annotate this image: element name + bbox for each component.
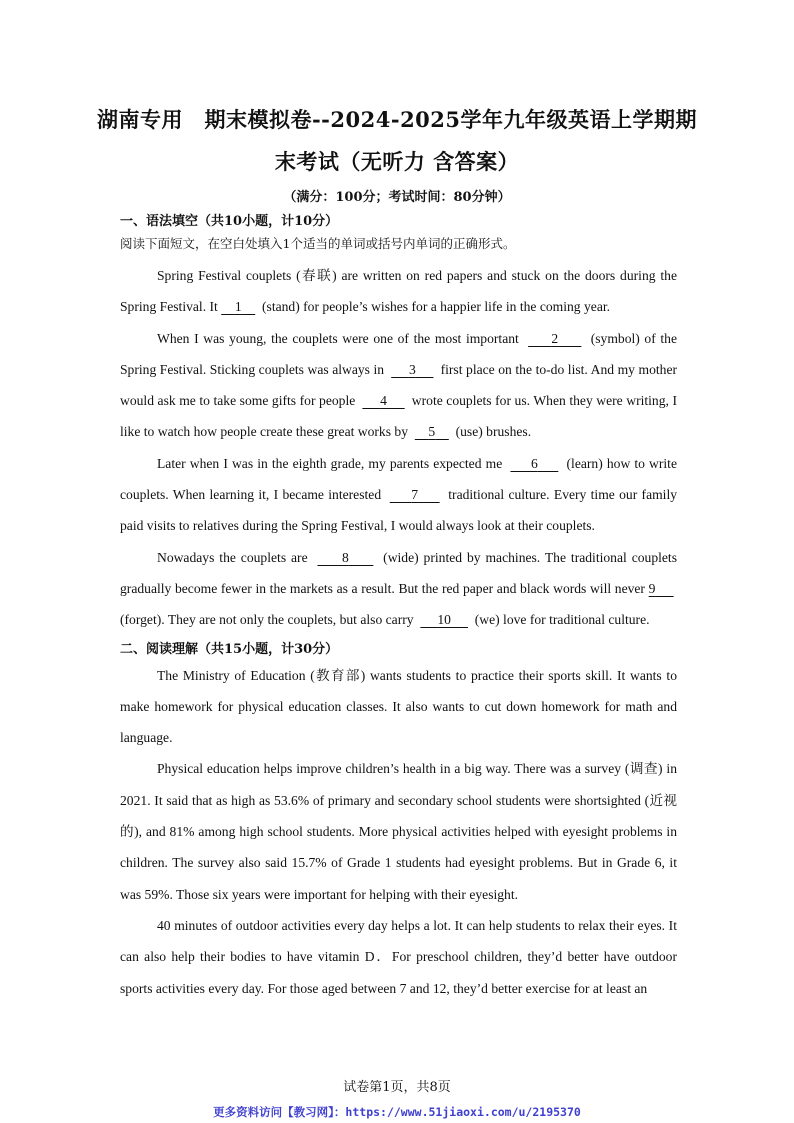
blank-number: 2	[551, 330, 559, 346]
passage-paragraph	[120, 323, 677, 448]
blank-1	[221, 299, 255, 314]
blank-number: 8	[342, 549, 349, 565]
blank-number: 6	[530, 455, 538, 471]
text-run: (forget). They are not only the couplets, but also carry	[120, 612, 414, 628]
blank-2	[528, 331, 581, 346]
text-run: (wide) printed by machines. The traditional couplets gradually become fewer in the markets as a result. But the red paper and black words will never	[120, 549, 677, 596]
section-instruction: 阅读下面短文，在空白处填入1个适当的单词或括号内单词的正确形式。	[120, 236, 516, 251]
blank-number: 1	[234, 299, 242, 315]
blank-number: 4	[380, 393, 387, 409]
reading-paragraph: 40 minutes of outdoor activities every day helps a lot. It can help students to relax their eyes. It can also help their bodies to have vitamin D．For preschool children, they’d better have outdoor sports activities every day. For those aged between 7 and 12, they’d better exercise for at least an	[120, 917, 677, 996]
text-run: traditional culture. Every time our family paid visits to relatives during the Spring Festival, I would always look at their couplets.	[120, 487, 678, 534]
section-heading-reading: 二、阅读理解（共15小题，计30分）	[120, 641, 339, 657]
text-run: (symbol) of the Spring Festival. Sticking couplets was always in	[120, 330, 678, 377]
text-run: (use) brushes.	[455, 424, 532, 440]
blank-6	[510, 456, 558, 471]
page-footer: 试卷第1页，共8页	[343, 1080, 451, 1095]
exam-content	[120, 212, 677, 1004]
reading-paragraph: The Ministry of Education (教育部) wants students to practice their sports skill. It wants to make homework for physical education classes. It also wants to cut down homework for math and language.	[120, 667, 677, 746]
section-heading-grammar: 一、语法填空（共10小题，计10分）	[120, 214, 339, 229]
page-title: 湖南专用 期末模拟卷--2024-2025学年九年级英语上学期期	[96, 107, 698, 132]
text-run: Spring Festival couplets (春联) are written on red papers and stuck on the doors during the Spring Festival. It	[120, 268, 677, 315]
blank-9	[649, 581, 674, 596]
text-run: When I was young, the couplets were one of the most important	[157, 330, 519, 346]
text-run: (learn) how to write couplets. When learning it, I became interested	[120, 455, 677, 503]
passage-paragraph	[120, 542, 677, 636]
passage-paragraph	[120, 448, 677, 542]
blank-10	[420, 612, 468, 627]
text-run: (stand) for people’s wishes for a happier life in the coming year.	[262, 299, 611, 315]
blank-number: 10	[437, 612, 451, 628]
blank-number: 3	[408, 361, 416, 377]
blank-3	[391, 362, 433, 377]
blank-8	[317, 550, 373, 565]
blank-number: 9	[648, 580, 656, 596]
blank-4	[362, 393, 404, 408]
blank-number: 7	[411, 487, 419, 503]
blank-number: 5	[428, 424, 436, 440]
text-run: wrote couplets for us. When they were writing, I like to watch how people create these great works by	[120, 393, 678, 440]
text-run: first place on the to-do list. And my mother would ask me to take some gifts for people	[120, 361, 678, 409]
page-title-line2: 末考试（无听力 含答案）	[274, 149, 520, 174]
reading-paragraph: Physical education helps improve children’s health in a big way. There was a survey (调查) in 2021. It said that as high as 53.6% of primary and secondary school students were shortsighted (近视的), and 81% among high school students. More physical activities helped with eyesight problems in children. The survey also said 15.7% of Grade 1 students had eyesight problems. But in Grade 6, it was 59%. Those six years were important for helping with their eyesight.	[120, 761, 677, 902]
text-run: Nowadays the couplets are	[157, 549, 308, 565]
blank-7	[390, 487, 440, 502]
text-run: (we) love for traditional culture.	[474, 612, 650, 628]
source-link[interactable]: 更多资料访问【教习网】：https://www.51jiaoxi.com/u/2195370	[213, 1105, 581, 1119]
text-run: Later when I was in the eighth grade, my parents expected me	[157, 455, 503, 471]
blank-5	[415, 424, 449, 439]
exam-info: （满分：100分；考试时间：80分钟）	[283, 190, 511, 205]
passage-paragraph	[120, 260, 677, 323]
